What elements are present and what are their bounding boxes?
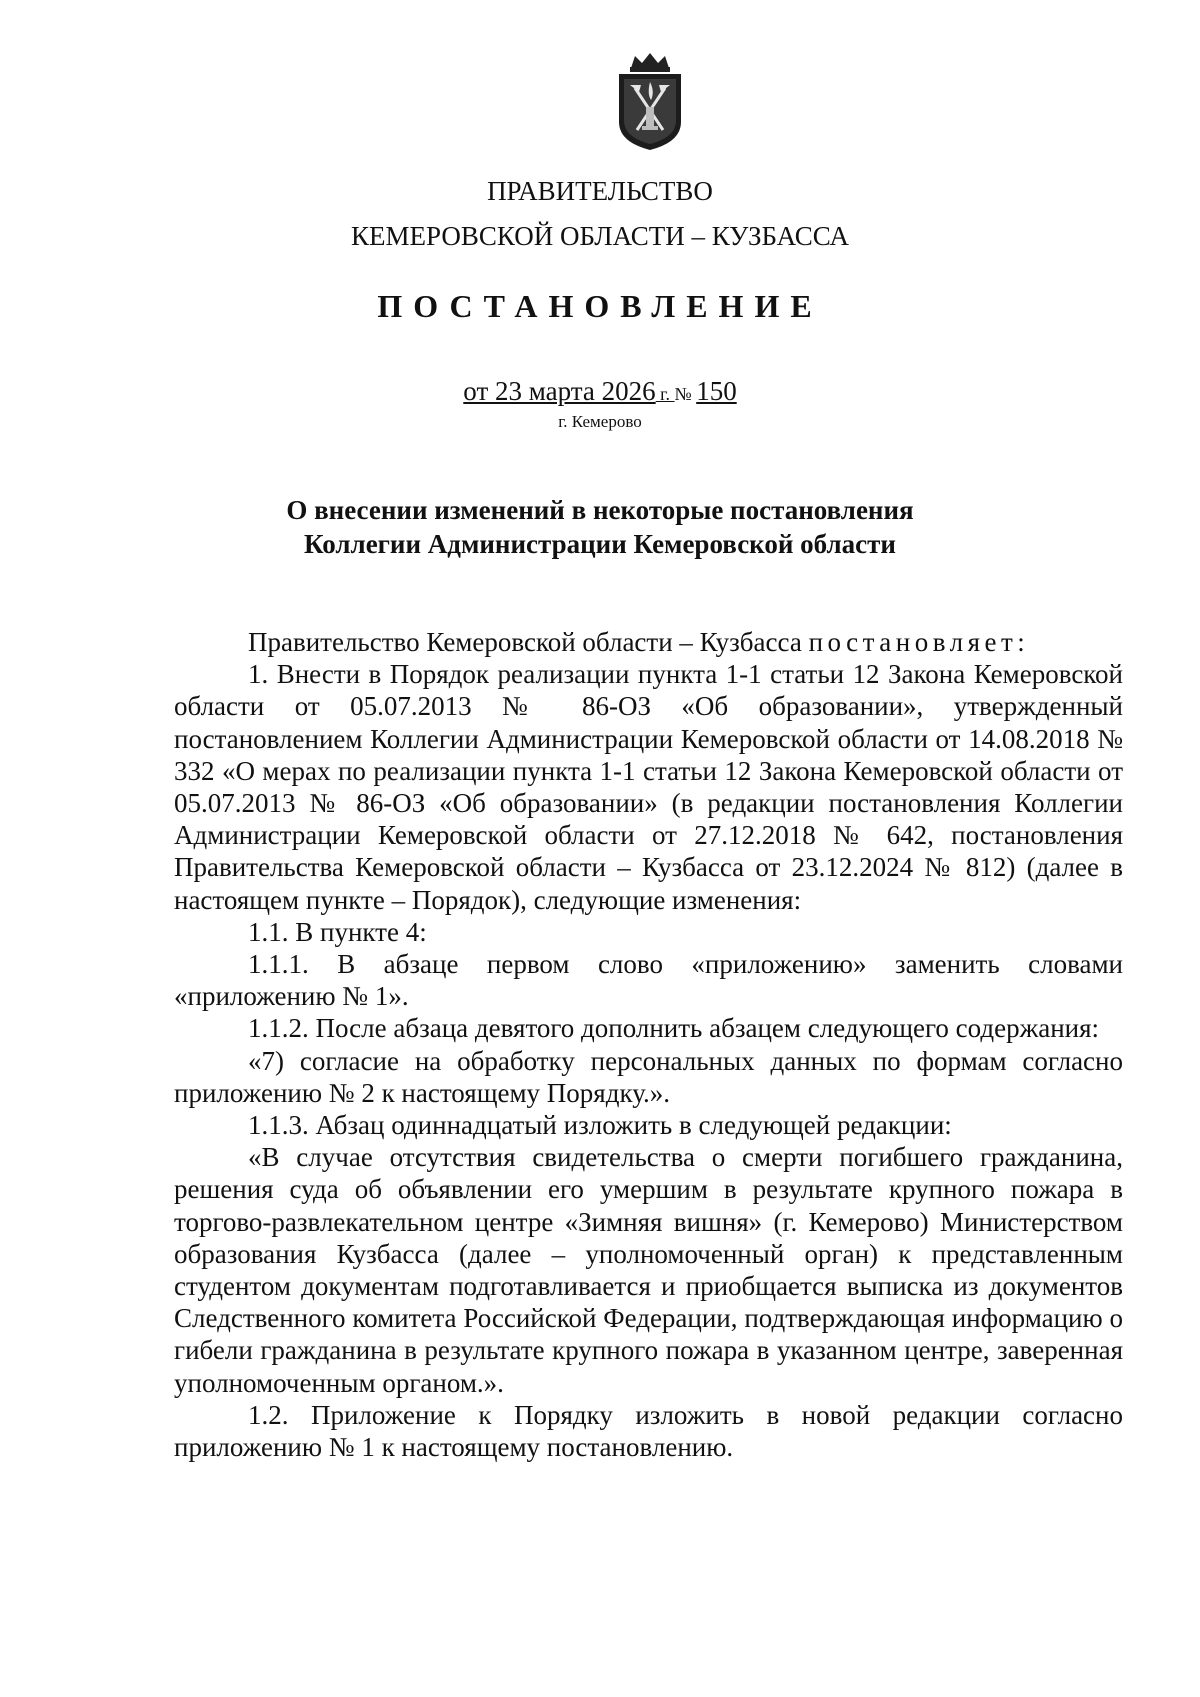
paragraph-1-2: 1.2. Приложение к Порядку изложить в новой редакции согласно приложению № 1 к настоящему постановлению. bbox=[174, 1399, 1123, 1463]
title-line-1: О внесении изменений в некоторые постановления bbox=[286, 495, 914, 525]
year-suffix: г. bbox=[655, 384, 675, 404]
paragraph-quote-7: «7) согласие на обработку персональных данных по формам согласно приложению № 2 к настоящему Порядку.». bbox=[174, 1045, 1123, 1108]
document-title bbox=[0, 493, 1200, 561]
document-body bbox=[174, 626, 1123, 1463]
paragraph-1: 1. Внести в Порядок реализации пункта 1-1 статьи 12 Закона Кемеровской области от 05.07.2013 № 86-ОЗ «Об образовании», утвержденный постановлением Коллегии Администрации Кемеровской области от 14.08.2018 № 332 «О мерах по реализации пункта 1-1 статьи 12 Закона Кемеровской области от 05.07.2013 № 86-ОЗ «Об образовании» (в редакции постановления Коллегии Администрации Кемеровской области от 27.12.2018 № 642, постановления Правительства Кемеровской области – Кузбасса от 23.12.2024 № 812) (далее в настоящем пункте – Порядок), следующие изменения: bbox=[174, 659, 1123, 915]
preamble-text: Правительство Кемеровской области – Кузбасса bbox=[248, 627, 809, 657]
paragraph-1-1-3: 1.1.3. Абзац одиннадцатый изложить в следующей редакции: bbox=[248, 1110, 952, 1141]
date-number-line bbox=[0, 376, 1200, 409]
preamble bbox=[174, 626, 1123, 658]
coat-of-arms-icon bbox=[611, 52, 689, 152]
paragraph-1-1: 1.1. В пункте 4: bbox=[248, 916, 427, 947]
paragraph-quote-case: «В случае отсутствия свидетельства о смерти погибшего гражданина, решения суда об объявлении его умершим в результате крупного пожара в торгово-развлекательном центре «Зимняя вишня» (г. Кемерово) Министерством образования Кузбасса (далее – уполномоченный орган) к представленным студентом документам подготавливается и приобщается выписка из документов Следственного комитета Российской Федерации, подтверждающая информацию о гибели гражданина в результате крупного пожара в указанном центре, заверенная уполномоченным органом.». bbox=[174, 1142, 1123, 1398]
paragraph-1-1-2: 1.1.2. После абзаца девятого дополнить абзацем следующего содержания: bbox=[248, 1013, 1100, 1044]
organization-name: ПРАВИТЕЛЬСТВО bbox=[487, 176, 713, 206]
preamble-verb: постановляет: bbox=[808, 627, 1030, 657]
number-sign: № bbox=[674, 384, 697, 404]
title-line-2: Коллегии Администрации Кемеровской области bbox=[304, 529, 896, 559]
date-prefix: от bbox=[463, 376, 495, 406]
document-city: г. Кемерово bbox=[558, 412, 642, 431]
document-number: 150 bbox=[696, 376, 737, 406]
document-date: 23 марта 2026 bbox=[495, 376, 656, 406]
document-type: ПОСТАНОВЛЕНИЕ bbox=[377, 288, 823, 324]
paragraph-1-1-1: 1.1.1. В абзаце первом слово «приложению» заменить словами «приложению № 1». bbox=[174, 949, 1123, 1012]
organization-region: КЕМЕРОВСКОЙ ОБЛАСТИ – КУЗБАССА bbox=[351, 221, 849, 251]
